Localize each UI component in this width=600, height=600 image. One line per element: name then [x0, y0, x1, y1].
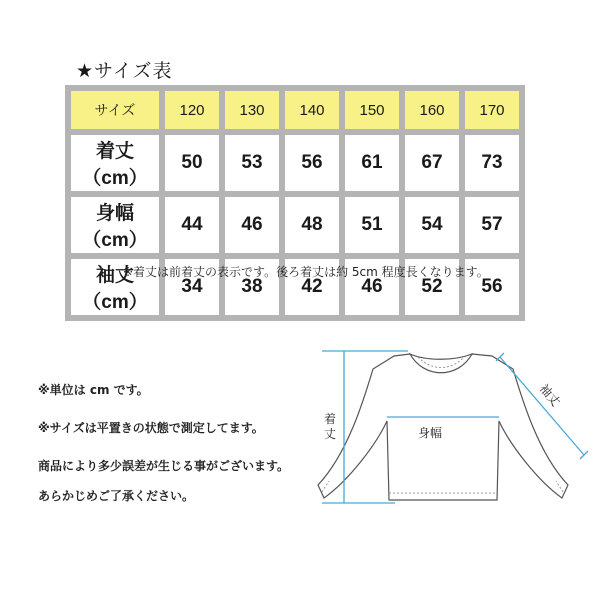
- measure-note: ※サイズは平置きの状態で測定してます。: [38, 421, 264, 435]
- table-header-cell: 130: [225, 91, 279, 129]
- length-label-top: 着: [324, 412, 337, 426]
- table-header-cell: 140: [285, 91, 339, 129]
- table-cell: 38: [225, 259, 279, 315]
- size-chart-title: ★サイズ表: [76, 60, 173, 82]
- table-header-cell: 170: [465, 91, 519, 129]
- table-cell: 34: [165, 259, 219, 315]
- table-header-row: [71, 91, 519, 129]
- table-cell: 53: [225, 135, 279, 191]
- table-header-cell: 160: [405, 91, 459, 129]
- row-label: 着丈（cm）: [71, 135, 159, 191]
- size-table: [65, 85, 525, 321]
- tolerance-note: 商品により多少誤差が生じる事がございます。: [38, 459, 290, 473]
- shirt-outline: [318, 354, 568, 500]
- table-cell: 67: [405, 135, 459, 191]
- table-cell: 44: [165, 197, 219, 253]
- shirt-diagram: [300, 335, 590, 580]
- table-cell: 42: [285, 259, 339, 315]
- row-label: 袖丈（cm）: [71, 259, 159, 315]
- apology-note: あらかじめご了承ください。: [38, 489, 195, 503]
- table-cell: 56: [465, 259, 519, 315]
- table-row: [71, 197, 519, 253]
- length-label-bottom: 丈: [324, 427, 337, 441]
- table-cell: 54: [405, 197, 459, 253]
- unit-note: ※単位は cm です。: [38, 383, 149, 397]
- table-cell: 50: [165, 135, 219, 191]
- table-cell: 56: [285, 135, 339, 191]
- row-label: 身幅（cm）: [71, 197, 159, 253]
- table-cell: 51: [345, 197, 399, 253]
- table-cell: 48: [285, 197, 339, 253]
- table-cell: 46: [345, 259, 399, 315]
- length-note: ※着丈は前着丈の表示です。後ろ着丈は約 5cm 程度長くなります。: [123, 265, 489, 279]
- table-row: [71, 135, 519, 191]
- sleeve-label: 袖丈: [536, 381, 563, 409]
- width-label: 身幅: [418, 426, 443, 440]
- table-header-cell: サイズ: [71, 91, 159, 129]
- table-cell: 61: [345, 135, 399, 191]
- table-cell: 73: [465, 135, 519, 191]
- table-cell: 57: [465, 197, 519, 253]
- table-cell: 52: [405, 259, 459, 315]
- table-header-cell: 120: [165, 91, 219, 129]
- table-header-cell: 150: [345, 91, 399, 129]
- table-cell: 46: [225, 197, 279, 253]
